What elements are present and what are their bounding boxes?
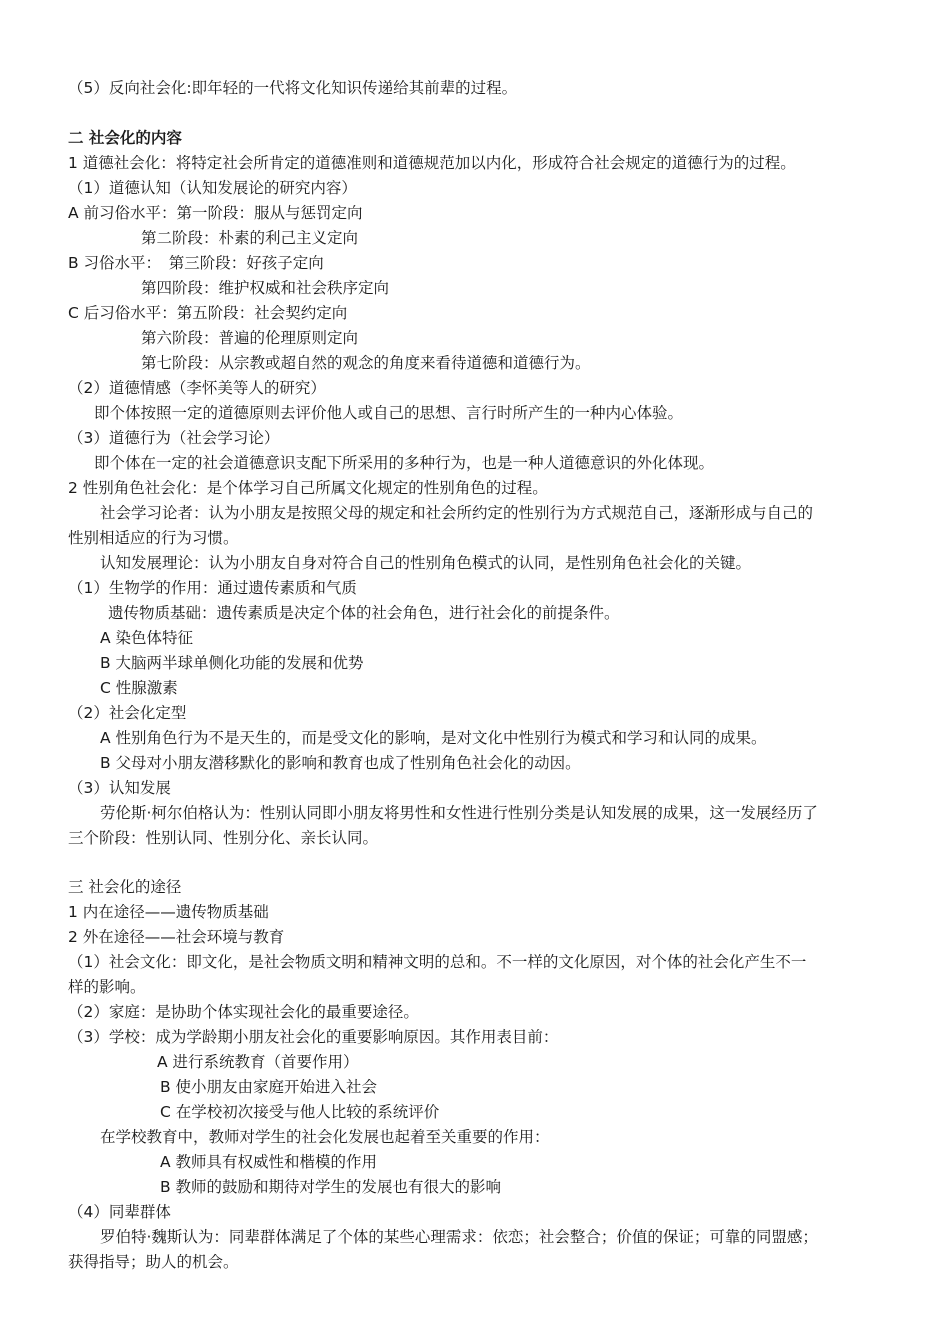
text-line: 在学校教育中，教师对学生的社会化发展也起着至关重要的作用：	[100, 1128, 550, 1146]
text-line: C 后习俗水平：第五阶段：社会契约定向	[68, 304, 348, 322]
text-line: （1）道德认知（认知发展论的研究内容）	[68, 179, 357, 197]
text-line: A 性别角色行为不是天生的，而是受文化的影响，是对文化中性别行为模式和学习和认同的成果。	[100, 729, 767, 747]
text-line: 遗传物质基础：遗传素质是决定个体的社会角色，进行社会化的前提条件。	[108, 604, 620, 622]
text-line: （3）认知发展	[68, 779, 171, 797]
section-heading: 二 社会化的内容	[68, 129, 182, 147]
text-line: （2）道德情感（李怀美等人的研究）	[68, 379, 326, 397]
text-line: （2）社会化定型	[68, 704, 187, 722]
text-line: 第二阶段：朴素的利己主义定向	[141, 229, 359, 247]
text-line: 2 性别角色社会化：是个体学习自己所属文化规定的性别角色的过程。	[68, 479, 548, 497]
text-line: 获得指导；助人的机会。	[68, 1253, 239, 1271]
text-line: B 教师的鼓励和期待对学生的发展也有很大的影响	[160, 1178, 502, 1196]
text-line: 三个阶段：性别认同、性别分化、亲长认同。	[68, 829, 379, 847]
text-line: （3）道德行为（社会学习论）	[68, 429, 280, 447]
text-line: A 染色体特征	[100, 629, 194, 647]
text-line: B 父母对小朋友潜移默化的影响和教育也成了性别角色社会化的动因。	[100, 754, 581, 772]
section-heading: 三 社会化的途径	[68, 878, 182, 896]
text-line: 第六阶段：普遍的伦理原则定向	[141, 329, 359, 347]
text-line: （1）社会文化：即文化，是社会物质文明和精神文明的总和。不一样的文化原因，对个体的社会化产生不一	[68, 953, 807, 971]
text-line: （5）反向社会化:即年轻的一代将文化知识传递给其前辈的过程。	[68, 79, 518, 97]
text-line: 即个体在一定的社会道德意识支配下所采用的多种行为，也是一种人道德意识的外化体现。	[94, 454, 715, 472]
text-line: B 使小朋友由家庭开始进入社会	[160, 1078, 378, 1096]
text-line: B 习俗水平： 第三阶段：好孩子定向	[68, 254, 324, 272]
text-line: 性别相适应的行为习惯。	[68, 529, 239, 547]
text-line: （2）家庭：是协助个体实现社会化的最重要途径。	[68, 1003, 419, 1021]
text-line: C 性腺激素	[100, 679, 178, 697]
text-line: （3）学校：成为学龄期小朋友社会化的重要影响原因。其作用表目前：	[68, 1028, 559, 1046]
text-line: 第七阶段：从宗教或超自然的观念的角度来看待道德和道德行为。	[141, 354, 591, 372]
text-line: 认知发展理论：认为小朋友自身对符合自己的性别角色模式的认同，是性别角色社会化的关键。	[100, 554, 752, 572]
text-line: B 大脑两半球单侧化功能的发展和优势	[100, 654, 364, 672]
text-line: 第四阶段：维护权威和社会秩序定向	[141, 279, 390, 297]
text-line: 劳伦斯·柯尔伯格认为：性别认同即小朋友将男性和女性进行性别分类是认知发展的成果，这一发展经历了	[100, 804, 818, 822]
text-line: （1）生物学的作用：通过遗传素质和气质	[68, 579, 357, 597]
text-line: C 在学校初次接受与他人比较的系统评价	[160, 1103, 440, 1121]
text-line: A 教师具有权威性和楷模的作用	[160, 1153, 378, 1171]
text-line: A 前习俗水平：第一阶段：服从与惩罚定向	[68, 204, 363, 222]
text-line: （4）同辈群体	[68, 1203, 171, 1221]
text-line: 1 道德社会化：将特定社会所肯定的道德准则和道德规范加以内化，形成符合社会规定的道德行为的过程。	[68, 154, 796, 172]
text-line: A 进行系统教育（首要作用）	[157, 1053, 359, 1071]
text-line: 罗伯特·魏斯认为：同辈群体满足了个体的某些心理需求：依恋；社会整合；价值的保证；可靠的同盟感；	[100, 1228, 818, 1246]
text-line: 2 外在途径——社会环境与教育	[68, 928, 285, 946]
text-line: 1 内在途径——遗传物质基础	[68, 903, 269, 921]
text-line: 社会学习论者：认为小朋友是按照父母的规定和社会所约定的性别行为方式规范自己，逐渐形成与自己的	[100, 504, 814, 522]
text-line: 即个体按照一定的道德原则去评价他人或自己的思想、言行时所产生的一种内心体验。	[94, 404, 684, 422]
text-line: 样的影响。	[68, 978, 146, 996]
